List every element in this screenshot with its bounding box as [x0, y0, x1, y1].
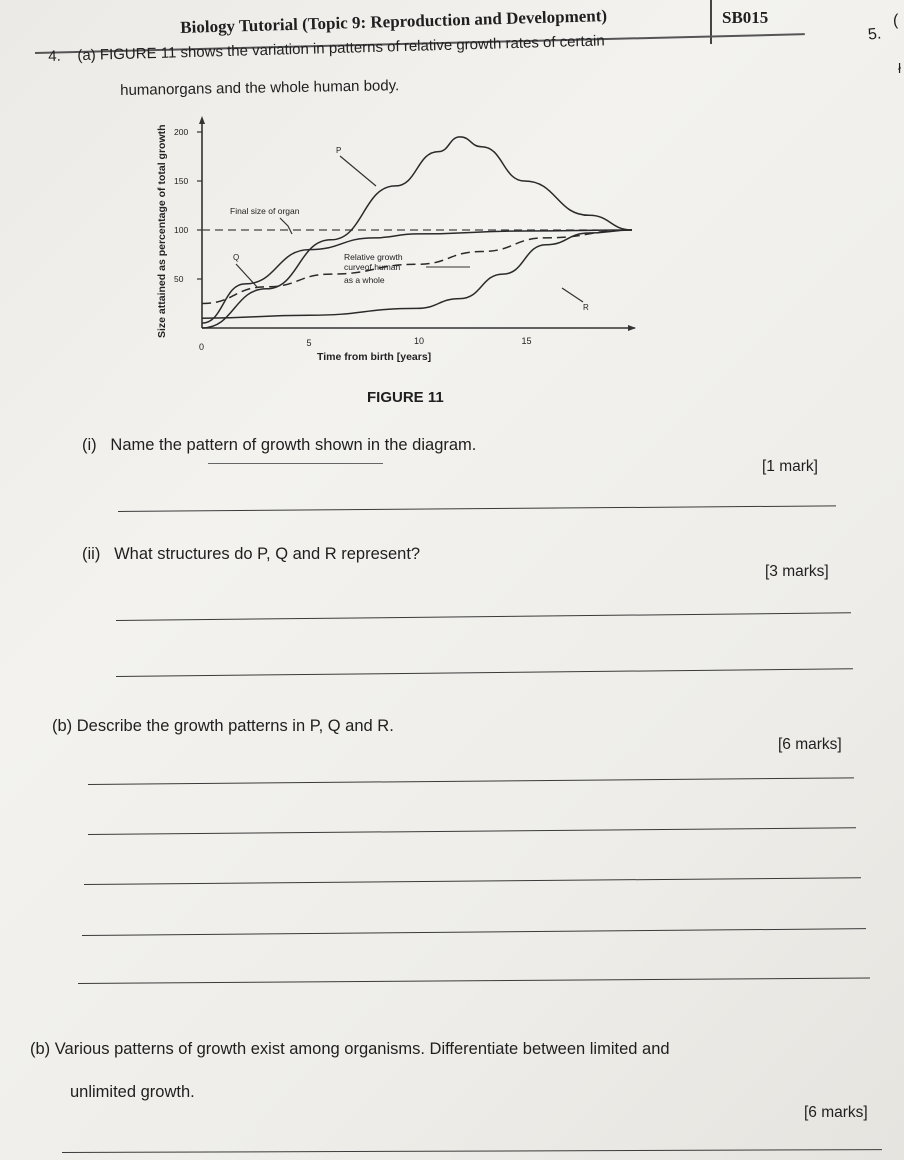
- x-tick-label: 10: [414, 336, 425, 346]
- part-b1-text: Describe the growth patterns in P, Q and R.: [76, 717, 394, 735]
- header-title: Biology Tutorial (Topic 9: Reproduction and Development): [180, 6, 608, 37]
- part-b1-question: [52, 717, 394, 736]
- sub-ii-marks: [3 marks]: [765, 563, 829, 580]
- page-number: 5.: [867, 25, 883, 44]
- answer-line[interactable]: [118, 505, 836, 512]
- side-mark: ł: [898, 60, 902, 76]
- part-b1-marks: [6 marks]: [778, 736, 842, 753]
- part-b2-label: (b): [30, 1040, 51, 1058]
- sub-ii-text: What structures do P, Q and R represent?: [114, 545, 421, 563]
- pointer-p: [340, 156, 376, 186]
- answer-line[interactable]: [116, 668, 853, 677]
- sub-i-marks: [1 mark]: [762, 458, 818, 475]
- answer-line[interactable]: [84, 877, 861, 885]
- intro-text-line2: humanorgans and the whole human body.: [120, 77, 400, 99]
- answer-line[interactable]: [116, 612, 851, 621]
- label-r: R: [583, 303, 589, 312]
- sub-ii-question: [82, 545, 420, 564]
- answer-line[interactable]: [78, 977, 870, 984]
- part-a-label: (a): [77, 46, 96, 65]
- sub-ii-label: (ii): [82, 545, 101, 563]
- part-b2-marks: [6 marks]: [804, 1104, 868, 1121]
- annotation-relative-2: curveof human: [344, 262, 401, 272]
- pencil-underline: [208, 463, 383, 464]
- answer-line[interactable]: [62, 1149, 882, 1153]
- part-b2-text-line2: unlimited growth.: [70, 1083, 195, 1101]
- sub-i-text: Name the pattern of growth shown in the diagram.: [110, 436, 477, 454]
- x-axis-arrow: [628, 325, 636, 331]
- y-tick-label: 100: [174, 225, 189, 235]
- answer-line[interactable]: [82, 928, 866, 936]
- x-axis-label: Time from birth [years]: [317, 351, 432, 363]
- label-q: Q: [233, 253, 240, 262]
- y-tick-label: 50: [174, 274, 184, 284]
- question-number: 4.: [48, 47, 61, 65]
- answer-line[interactable]: [88, 777, 854, 785]
- sub-i-question: [82, 436, 476, 455]
- header-divider: [710, 0, 712, 44]
- annotation-relative-3: as a whole: [344, 275, 385, 285]
- final-size-pointer: [280, 218, 292, 234]
- y-axis-label: Size attained as percentage of total growth: [156, 124, 168, 338]
- margin-mark: (: [893, 12, 899, 29]
- curve-whole-body: [202, 230, 632, 304]
- label-p: P: [336, 146, 342, 155]
- sub-i-label: (i): [82, 436, 97, 454]
- answer-line[interactable]: [88, 827, 856, 835]
- x-tick-label: 5: [306, 338, 312, 348]
- x-tick-label: 15: [521, 336, 532, 346]
- y-tick-label: 200: [174, 127, 189, 137]
- pointer-r: [562, 288, 583, 302]
- y-axis-arrow: [199, 116, 205, 124]
- question-intro-line1: [48, 32, 605, 65]
- curve-r: [202, 230, 632, 318]
- part-b2-text-line1: Various patterns of growth exist among organisms. Differentiate between limited and: [54, 1040, 670, 1058]
- part-b2-question: [30, 1040, 670, 1059]
- growth-chart: [140, 108, 650, 378]
- course-code: SB015: [722, 8, 769, 27]
- y-tick-label: 150: [174, 176, 189, 186]
- part-b1-label: (b): [52, 717, 73, 735]
- figure-caption: FIGURE 11: [367, 389, 444, 406]
- x-tick-label: 0: [199, 342, 205, 352]
- curve-p: [202, 137, 632, 328]
- intro-text-line1: FIGURE 11 shows the variation in patterns of relative growth rates of certain: [99, 32, 605, 64]
- annotation-relative-1: Relative growth: [344, 252, 403, 262]
- annotation-final-size: Final size of organ: [230, 206, 300, 216]
